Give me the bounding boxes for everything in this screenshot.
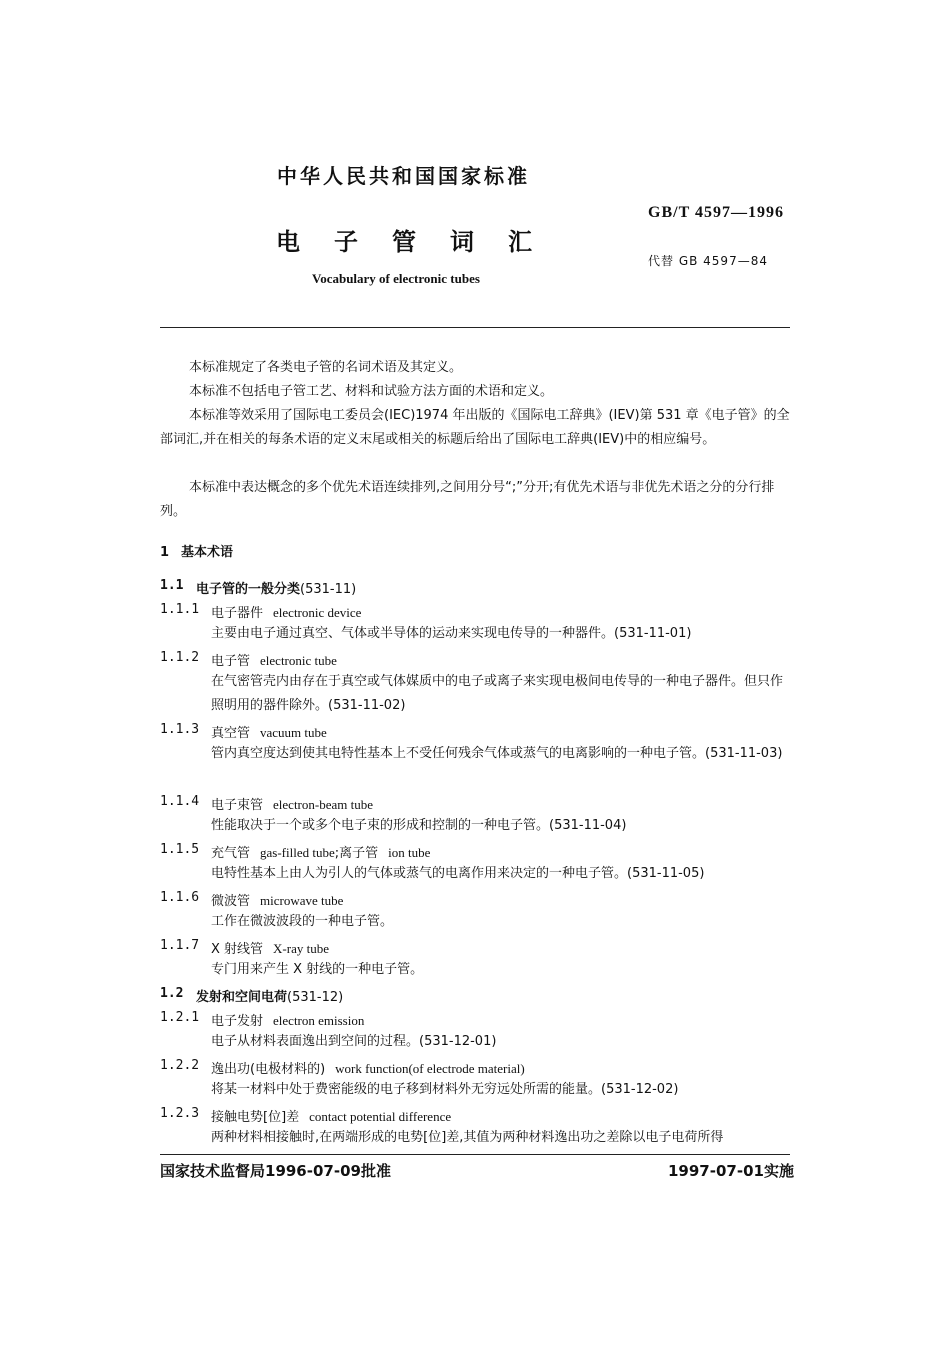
term-heading <box>211 842 430 861</box>
subsection-number: 1.2 <box>160 986 184 1001</box>
section-number: 1 <box>160 545 170 560</box>
term-definition: 在气密管壳内由存在于真空或气体媒质中的电子或离子来实现电极间电传导的一种电子器件。但只作照明用的器件除外。(531-11-02) <box>211 674 784 713</box>
term-definition: 两种材料相接触时,在两端形成的电势[位]差,其值为两种材料逸出功之差除以电子电荷所得 <box>211 1130 724 1145</box>
term-en: vacuum tube <box>260 725 327 740</box>
term-heading <box>211 722 327 741</box>
term-number: 1.1.6 <box>160 890 200 905</box>
term-definition: 专门用来产生 X 射线的一种电子管。 <box>211 962 424 977</box>
term-zh: 逸出功(电极材料的) <box>211 1062 326 1077</box>
standard-code: GB/T 4597—1996 <box>648 204 784 221</box>
subsection-title: 发射和空间电荷 <box>196 990 288 1005</box>
term-zh: 真空管 <box>211 726 251 741</box>
term-heading <box>211 1058 525 1077</box>
standard-title: 电子管词汇 <box>276 228 566 256</box>
approval-date: 国家技术监督局1996-07-09批准 <box>160 1162 391 1180</box>
standard-title-english: Vocabulary of electronic tubes <box>312 271 480 286</box>
standard-replaces: 代替 GB 4597—84 <box>648 254 768 268</box>
term-zh: 电子束管 <box>211 798 264 813</box>
subsection-heading <box>196 578 356 597</box>
term-en: X-ray tube <box>273 941 329 956</box>
term-zh: 电子发射 <box>211 1014 264 1029</box>
term-number: 1.1.5 <box>160 842 200 857</box>
term-zh: 电子管 <box>211 654 251 669</box>
term-en-alt: ion tube <box>388 845 431 860</box>
footer-divider <box>160 1154 790 1155</box>
term-zh: 接触电势[位]差 <box>211 1110 300 1125</box>
term-number: 1.2.3 <box>160 1106 200 1121</box>
subsection-number: 1.1 <box>160 578 184 593</box>
term-heading <box>211 938 329 957</box>
section-title: 基本术语 <box>181 545 234 560</box>
term-zh-alt: ;离子管 <box>334 846 379 861</box>
intro-paragraph: 本标准等效采用了国际电工委员会(IEC)1974 年出版的《国际电工辞典》(IEV)第 531 章《电子管》的全部词汇,并在相关的每条术语的定义末尾或相关的标题后给出了国际电工辞典(IEV)中的相应编号。 <box>160 408 790 447</box>
term-zh: 充气管 <box>211 846 251 861</box>
term-definition: 主要由电子通过真空、气体或半导体的运动来实现电传导的一种器件。(531-11-01) <box>211 626 692 641</box>
term-definition: 将某一材料中处于费密能级的电子移到材料外无穷远处所需的能量。(531-12-02) <box>211 1082 679 1097</box>
term-heading <box>211 602 361 621</box>
term-en: electronic tube <box>260 653 337 668</box>
standard-org-title: 中华人民共和国国家标准 <box>277 164 530 188</box>
term-definition: 管内真空度达到使其电特性基本上不受任何残余气体或蒸气的电离影响的一种电子管。(531-11-03) <box>211 746 783 761</box>
subsection-ref: (531-12) <box>287 990 344 1005</box>
term-en: electron emission <box>273 1013 365 1028</box>
intro-paragraph: 本标准中表达概念的多个优先术语连续排列,之间用分号“;”分开;有优先术语与非优先术语之分的分行排列。 <box>160 480 775 519</box>
term-en: microwave tube <box>260 893 344 908</box>
term-heading <box>211 1106 451 1125</box>
term-heading <box>211 650 337 669</box>
term-number: 1.1.1 <box>160 602 200 617</box>
term-number: 1.1.7 <box>160 938 200 953</box>
term-number: 1.2.1 <box>160 1010 200 1025</box>
term-en: gas-filled tube <box>260 845 335 860</box>
term-en: contact potential difference <box>309 1109 452 1124</box>
intro-paragraph: 本标准规定了各类电子管的名词术语及其定义。 <box>189 360 463 375</box>
subsection-heading <box>196 986 343 1005</box>
term-zh: 微波管 <box>211 894 251 909</box>
header-divider <box>160 327 790 328</box>
term-definition: 性能取决于一个或多个电子束的形成和控制的一种电子管。(531-11-04) <box>211 818 627 833</box>
term-en: work function(of electrode material) <box>335 1061 525 1076</box>
term-number: 1.1.4 <box>160 794 200 809</box>
term-zh: X 射线管 <box>211 942 264 957</box>
intro-paragraph: 本标准不包括电子管工艺、材料和试验方法方面的术语和定义。 <box>189 384 554 399</box>
section-heading <box>160 541 233 560</box>
implementation-date: 1997-07-01实施 <box>668 1162 794 1180</box>
subsection-title: 电子管的一般分类 <box>196 582 301 597</box>
term-heading <box>211 890 343 909</box>
term-definition: 电特性基本上由人为引人的气体或蒸气的电离作用来决定的一种电子管。(531-11-05) <box>211 866 705 881</box>
term-heading <box>211 794 373 813</box>
term-heading <box>211 1010 364 1029</box>
term-en: electronic device <box>273 605 362 620</box>
term-en: electron-beam tube <box>273 797 373 812</box>
term-definition: 电子从材料表面逸出到空间的过程。(531-12-01) <box>211 1034 497 1049</box>
subsection-ref: (531-11) <box>300 582 357 597</box>
term-zh: 电子器件 <box>211 606 264 621</box>
term-number: 1.2.2 <box>160 1058 200 1073</box>
term-number: 1.1.3 <box>160 722 200 737</box>
term-number: 1.1.2 <box>160 650 200 665</box>
term-definition: 工作在微波波段的一种电子管。 <box>211 914 394 929</box>
